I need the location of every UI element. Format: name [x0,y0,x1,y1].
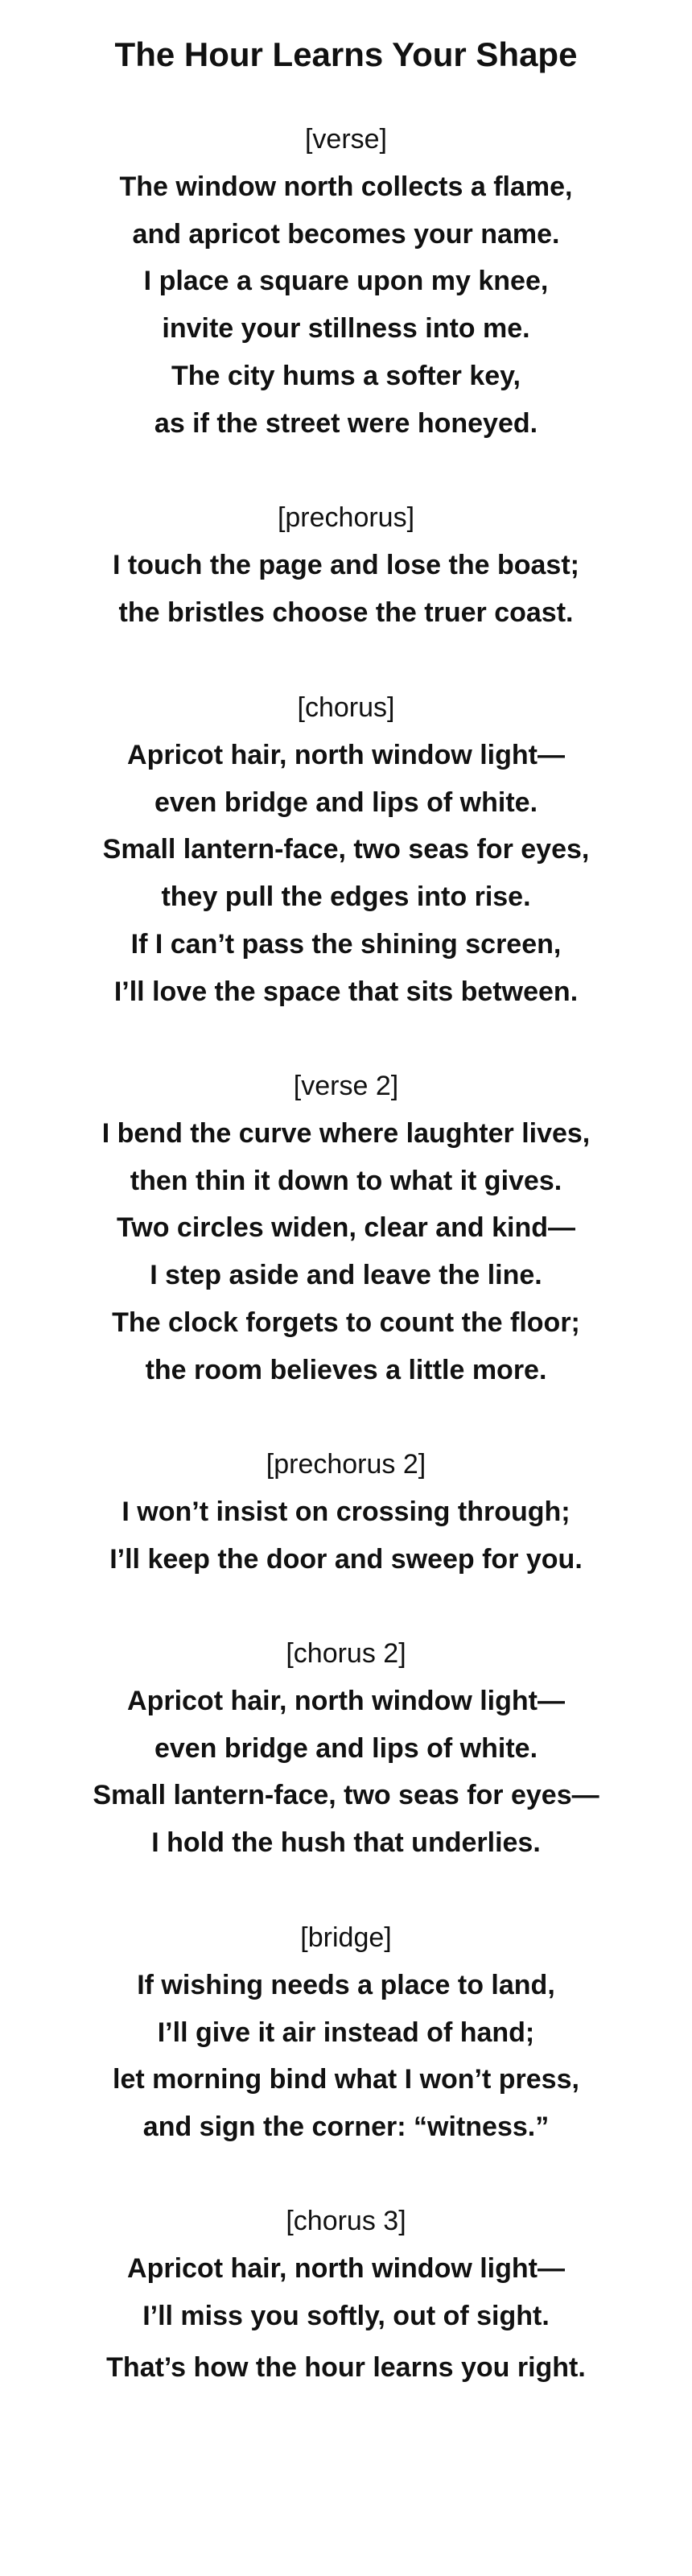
page-title: The Hour Learns Your Shape [114,35,578,73]
section-tag: [prechorus] [277,502,415,533]
lyric-line: If I can’t pass the shining screen, [130,928,562,960]
lyric-line: I’ll miss you softly, out of sight. [142,2300,550,2331]
lyric-line: I’ll love the space that sits between. [113,976,579,1007]
lyric-line: The city hums a softer key, [171,360,521,391]
lyric-line: I won’t insist on crossing through; [122,1496,570,1527]
lyric-line: The window north collects a flame, [119,171,573,202]
lyric-line: Apricot hair, north window light— [127,2252,565,2284]
section-verse-2 [0,1063,692,1394]
lyric-line: That’s how the hour learns you right. [106,2352,586,2384]
section-prechorus [0,494,692,636]
section-tag: [bridge] [300,1922,392,1953]
section-tag: [prechorus 2] [266,1449,426,1480]
lyric-line: Small lantern-face, two seas for eyes, [102,834,590,865]
section-verse [0,116,692,448]
section-prechorus-2 [0,1441,692,1583]
section-tag: [verse 2] [293,1071,399,1101]
lyric-line: If wishing needs a place to land, [137,1969,555,2000]
section-tag: [chorus 3] [286,2206,406,2236]
lyric-line: Small lantern-face, two seas for eyes— [93,1780,599,1811]
lyric-line: and apricot becomes your name. [132,218,560,250]
lyric-line: I’ll give it air instead of hand; [157,2017,535,2048]
lyric-line: Apricot hair, north window light— [127,739,565,770]
lyric-line: the room believes a little more. [145,1354,547,1385]
lyric-line: I touch the page and lose the boast; [113,549,579,580]
section-bridge [0,1914,692,2151]
lyric-line: The clock forgets to count the floor; [112,1307,580,1338]
lyric-line: I hold the hush that underlies. [151,1827,541,1859]
lyric-line: then thin it down to what it gives. [130,1165,562,1196]
lyric-line: Two circles widen, clear and kind— [117,1212,575,1244]
lyric-line: even bridge and lips of white. [154,1732,538,1764]
section-tag: [chorus 2] [286,1638,406,1669]
lyric-line: and sign the corner: “witness.” [142,2112,550,2143]
lyric-line: I bend the curve where laughter lives, [101,1117,591,1149]
lyric-line: even bridge and lips of white. [154,786,538,818]
section-chorus-2 [0,1630,692,1867]
lyric-line: as if the street were honeyed. [154,407,538,439]
lyric-line: invite your stillness into me. [162,313,530,345]
section-chorus-3 [0,2198,692,2392]
lyric-line: let morning bind what I won’t press, [113,2064,579,2095]
lyric-line: the bristles choose the truer coast. [118,597,574,628]
section-chorus [0,684,692,1016]
lyric-line: I step aside and leave the line. [150,1260,542,1291]
section-tag: [chorus] [297,692,395,723]
lyric-line: they pull the edges into rise. [161,881,531,913]
lyric-line: Apricot hair, north window light— [127,1685,565,1716]
lyric-line: I’ll keep the door and sweep for you. [109,1543,583,1575]
lyric-line: I place a square upon my knee, [143,266,549,297]
section-tag: [verse] [304,124,388,155]
